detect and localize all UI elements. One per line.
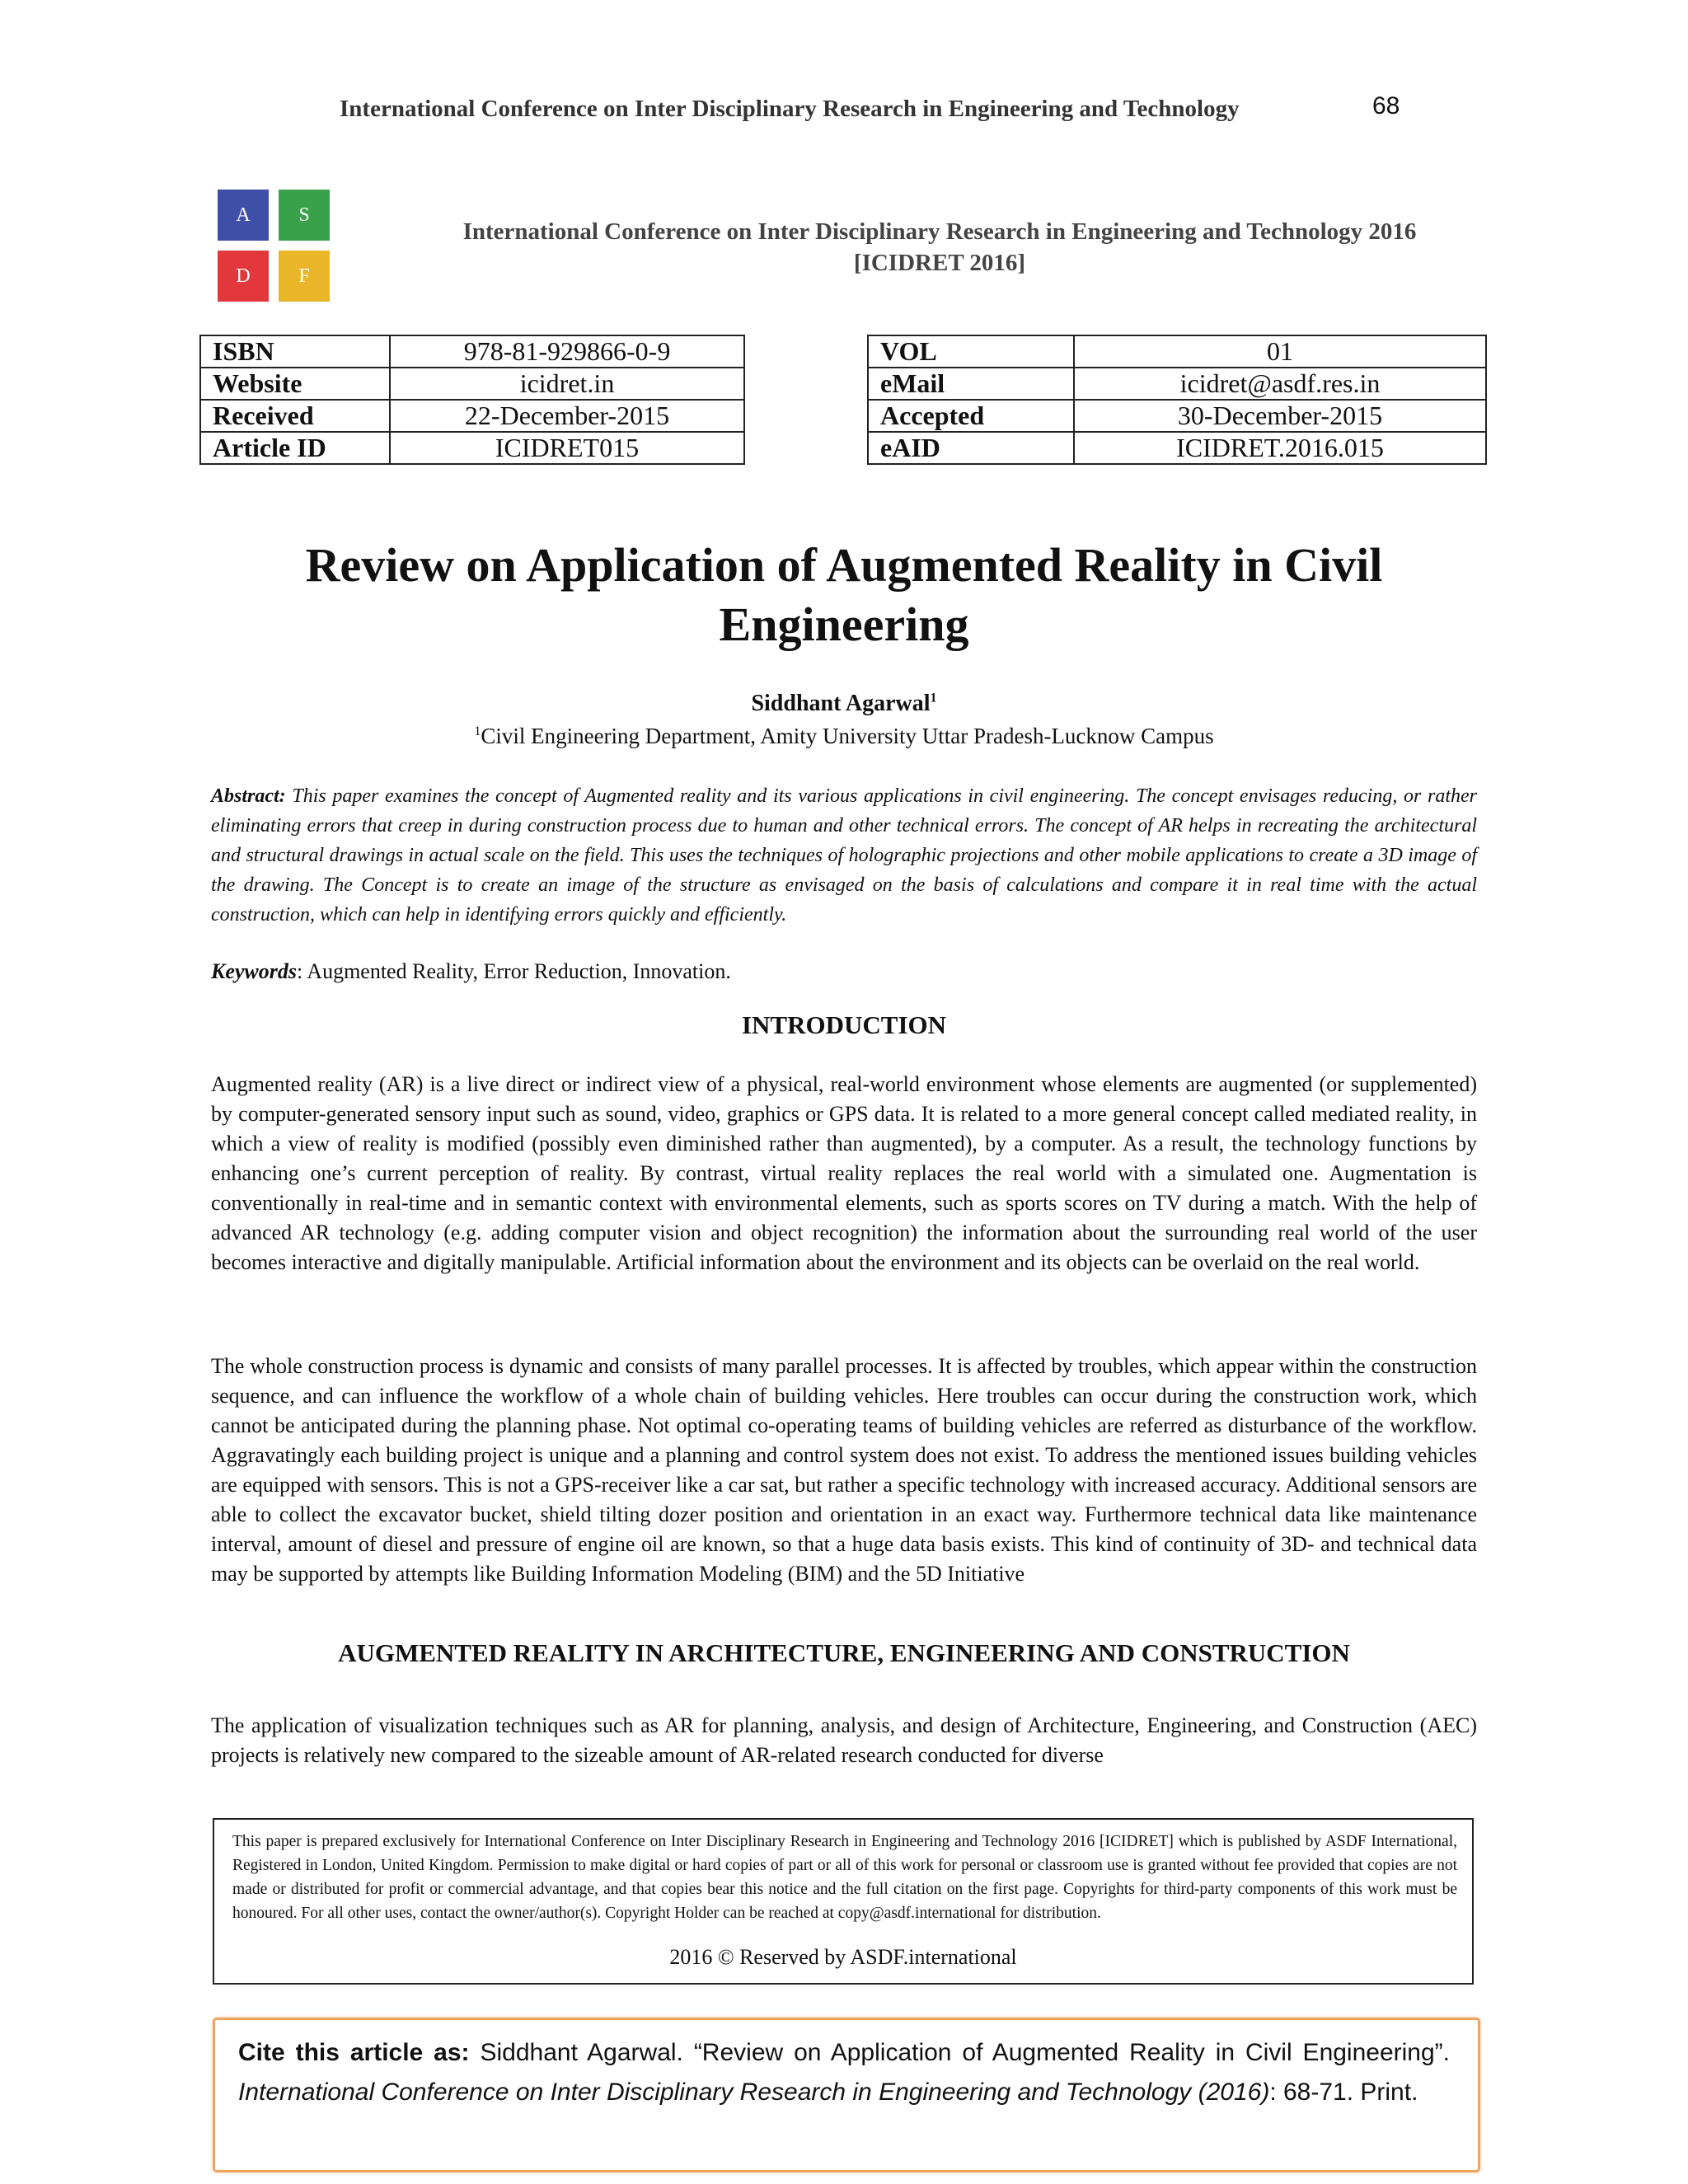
logo-tile-f — [279, 251, 330, 302]
paper-title-line2: Engineering — [719, 598, 969, 651]
meta-key: Received — [200, 400, 390, 432]
intro-paragraph-1: Augmented reality (AR) is a live direct or indirect view of a physical, real-world environment whose elements are augmented (or supplemented) by computer-generated sensory input such as sound, video, graphics or GPS data. It is related to a more general concept called mediated reality, in which a view of reality is modified (possibly even diminished rather than augmented), by a computer. As a result, the technology functions by enhancing one’s current perception of reality. By contrast, virtual reality replaces the real world with a simulated one. Augmentation is conventionally in real-time and in semantic context with environmental elements, such as sports scores on TV during a match. With the help of advanced AR technology (e.g. adding computer vision and object recognition) the information about the surrounding real world of the user becomes interactive and digitally manipulable. Artificial information about the environment and its objects can be overlaid on the real world. — [211, 1072, 1477, 1274]
logo-tile-a — [218, 190, 269, 241]
meta-key: eMail — [868, 368, 1074, 400]
section-heading-aec: AUGMENTED REALITY IN ARCHITECTURE, ENGINEERING AND CONSTRUCTION — [338, 1638, 1350, 1667]
meta-key: ISBN — [200, 335, 390, 368]
keywords-label: Keywords — [211, 959, 297, 983]
logo-letter: A — [236, 204, 251, 226]
affiliation-superscript: 1 — [474, 724, 481, 738]
paper-title-line1: Review on Application of Augmented Reality in Civil — [305, 538, 1383, 592]
meta-value: 01 — [1074, 335, 1486, 368]
meta-value: 30-December-2015 — [1074, 400, 1486, 432]
author-line — [0, 691, 1688, 717]
meta-row — [868, 368, 1486, 400]
conference-header-line2: [ICIDRET 2016] — [853, 250, 1026, 276]
conference-header — [387, 216, 1492, 279]
running-header — [0, 92, 1688, 129]
aec-paragraph-1: The application of visualization techniques such as AR for planning, analysis, and design of Architecture, Engineering, and Construction (AEC) projects is relatively new compared to the sizeable amount of AR-related research conducted for diverse — [211, 1713, 1477, 1767]
copyright-reserved: 2016 © Reserved by ASDF.international — [669, 1945, 1017, 1969]
meta-row — [868, 400, 1486, 432]
copyright-notice-box — [213, 1818, 1474, 1985]
meta-value: 22-December-2015 — [390, 400, 744, 432]
page-number: 68 — [1372, 92, 1400, 120]
intro-paragraph-2: The whole construction process is dynamic and consists of many parallel processes. It is affected by troubles, which appear within the construction sequence, and can influence the workflow of a whole chain of building vehicles. Here troubles can occur during the construction work, which cannot be anticipated during the planning phase. Not optimal co-operating teams of building vehicles are referred as disturbance of the workflow. Aggravatingly each building project is unique and a planning and control system does not exist. To address the mentioned issues building vehicles are equipped with sensors. This is not a GPS-receiver like a car sat, but rather a specific technology with increased accuracy. Additional sensors are able to collect the excavator bucket, shield tilting dozer position and orientation in an exact way. Furthermore technical data like maintenance interval, amount of diesel and pressure of engine oil are known, so that a huge data basis exists. This kind of continuity of 3D- and technical data may be supported by attempts like Building Information Modeling (BIM) and the 5D Initiative — [211, 1354, 1477, 1586]
logo-letter: S — [298, 204, 310, 226]
meta-table-left — [199, 335, 745, 465]
logo-tile-d — [218, 251, 269, 302]
paper-title — [165, 536, 1523, 654]
meta-row — [200, 335, 744, 368]
meta-value: icidret@asdf.res.in — [1074, 368, 1486, 400]
abstract-label: Abstract: — [211, 785, 286, 807]
citation-end: : 68-71. Print. — [1269, 2079, 1418, 2106]
meta-key: Article ID — [200, 432, 390, 464]
running-header-title: International Conference on Inter Disciplinary Research in Engineering and Technology — [340, 96, 1240, 122]
abstract — [211, 781, 1477, 930]
meta-row — [200, 432, 744, 464]
section-heading-introduction: INTRODUCTION — [741, 1010, 947, 1039]
conference-header-line1: International Conference on Inter Disciplinary Research in Engineering and Technology 2016 — [462, 218, 1417, 245]
citation-box — [213, 2018, 1480, 2172]
meta-row — [200, 368, 744, 400]
abstract-text: This paper examines the concept of Augmented reality and its various applications in civil engineering. The concept envisages reducing, or rather eliminating errors that creep in during construction process due to human and other technical errors. The concept of AR helps in recreating the architectural and structural drawings in actual scale on the field. This uses the techniques of holographic projections and other mobile applications to create a 3D image of the drawing. The Concept is to create an image of the structure as envisaged on the basis of calculations and compare it in real time with the actual construction, which can help in identifying errors quickly and efficiently. — [211, 785, 1478, 926]
affiliation-text: Civil Engineering Department, Amity University Uttar Pradesh-Lucknow Campus — [481, 724, 1214, 748]
meta-value: ICIDRET.2016.015 — [1074, 432, 1486, 464]
author-superscript: 1 — [930, 691, 937, 705]
asdf-logo — [218, 190, 330, 302]
meta-key: VOL — [868, 335, 1074, 368]
meta-value: 978-81-929866-0-9 — [390, 335, 744, 368]
citation-text — [238, 2033, 1450, 2112]
keywords-text: Augmented Reality, Error Reduction, Innovation. — [307, 959, 731, 983]
meta-key: Website — [200, 368, 390, 400]
meta-value: ICIDRET015 — [390, 432, 744, 464]
citation-main: Siddhant Agarwal. “Review on Application of Augmented Reality in Civil Engineering”. — [480, 2039, 1451, 2066]
meta-row — [868, 335, 1486, 368]
meta-row — [200, 400, 744, 432]
affiliation-line — [0, 724, 1688, 749]
meta-key: Accepted — [868, 400, 1074, 432]
keywords: Keywords: Augmented Reality, Error Reduction, Innovation. — [211, 959, 731, 983]
citation-venue: International Conference on Inter Disciplinary Research in Engineering and Technology (2016) — [238, 2079, 1270, 2106]
logo-letter: D — [236, 265, 251, 287]
logo-tile-s — [279, 190, 330, 241]
meta-row — [868, 432, 1486, 464]
citation-label: Cite this article as: — [238, 2039, 470, 2066]
copyright-notice-text: This paper is prepared exclusively for International Conference on Inter Disciplinary Research in Engineering and Technology 2016 [ICIDRET] which is published by ASDF International, Registered in London, United Kingdom. Permission to make digital or hard copies of part or all of this work for personal or classroom use is granted without fee provided that copies are not made or distributed for profit or commercial advantage, and that copies bear this notice and the full citation on the first page. Copyrights for third-party components of this work must be honoured. For all other uses, contact the owner/author(s). Copyright Holder can be reached at copy@asdf.international for distribution. — [232, 1833, 1457, 1922]
meta-value: icidret.in — [390, 368, 744, 400]
meta-table-right — [867, 335, 1487, 465]
logo-letter: F — [298, 265, 310, 287]
meta-key: eAID — [868, 432, 1074, 464]
author-name: Siddhant Agarwal — [751, 691, 931, 716]
